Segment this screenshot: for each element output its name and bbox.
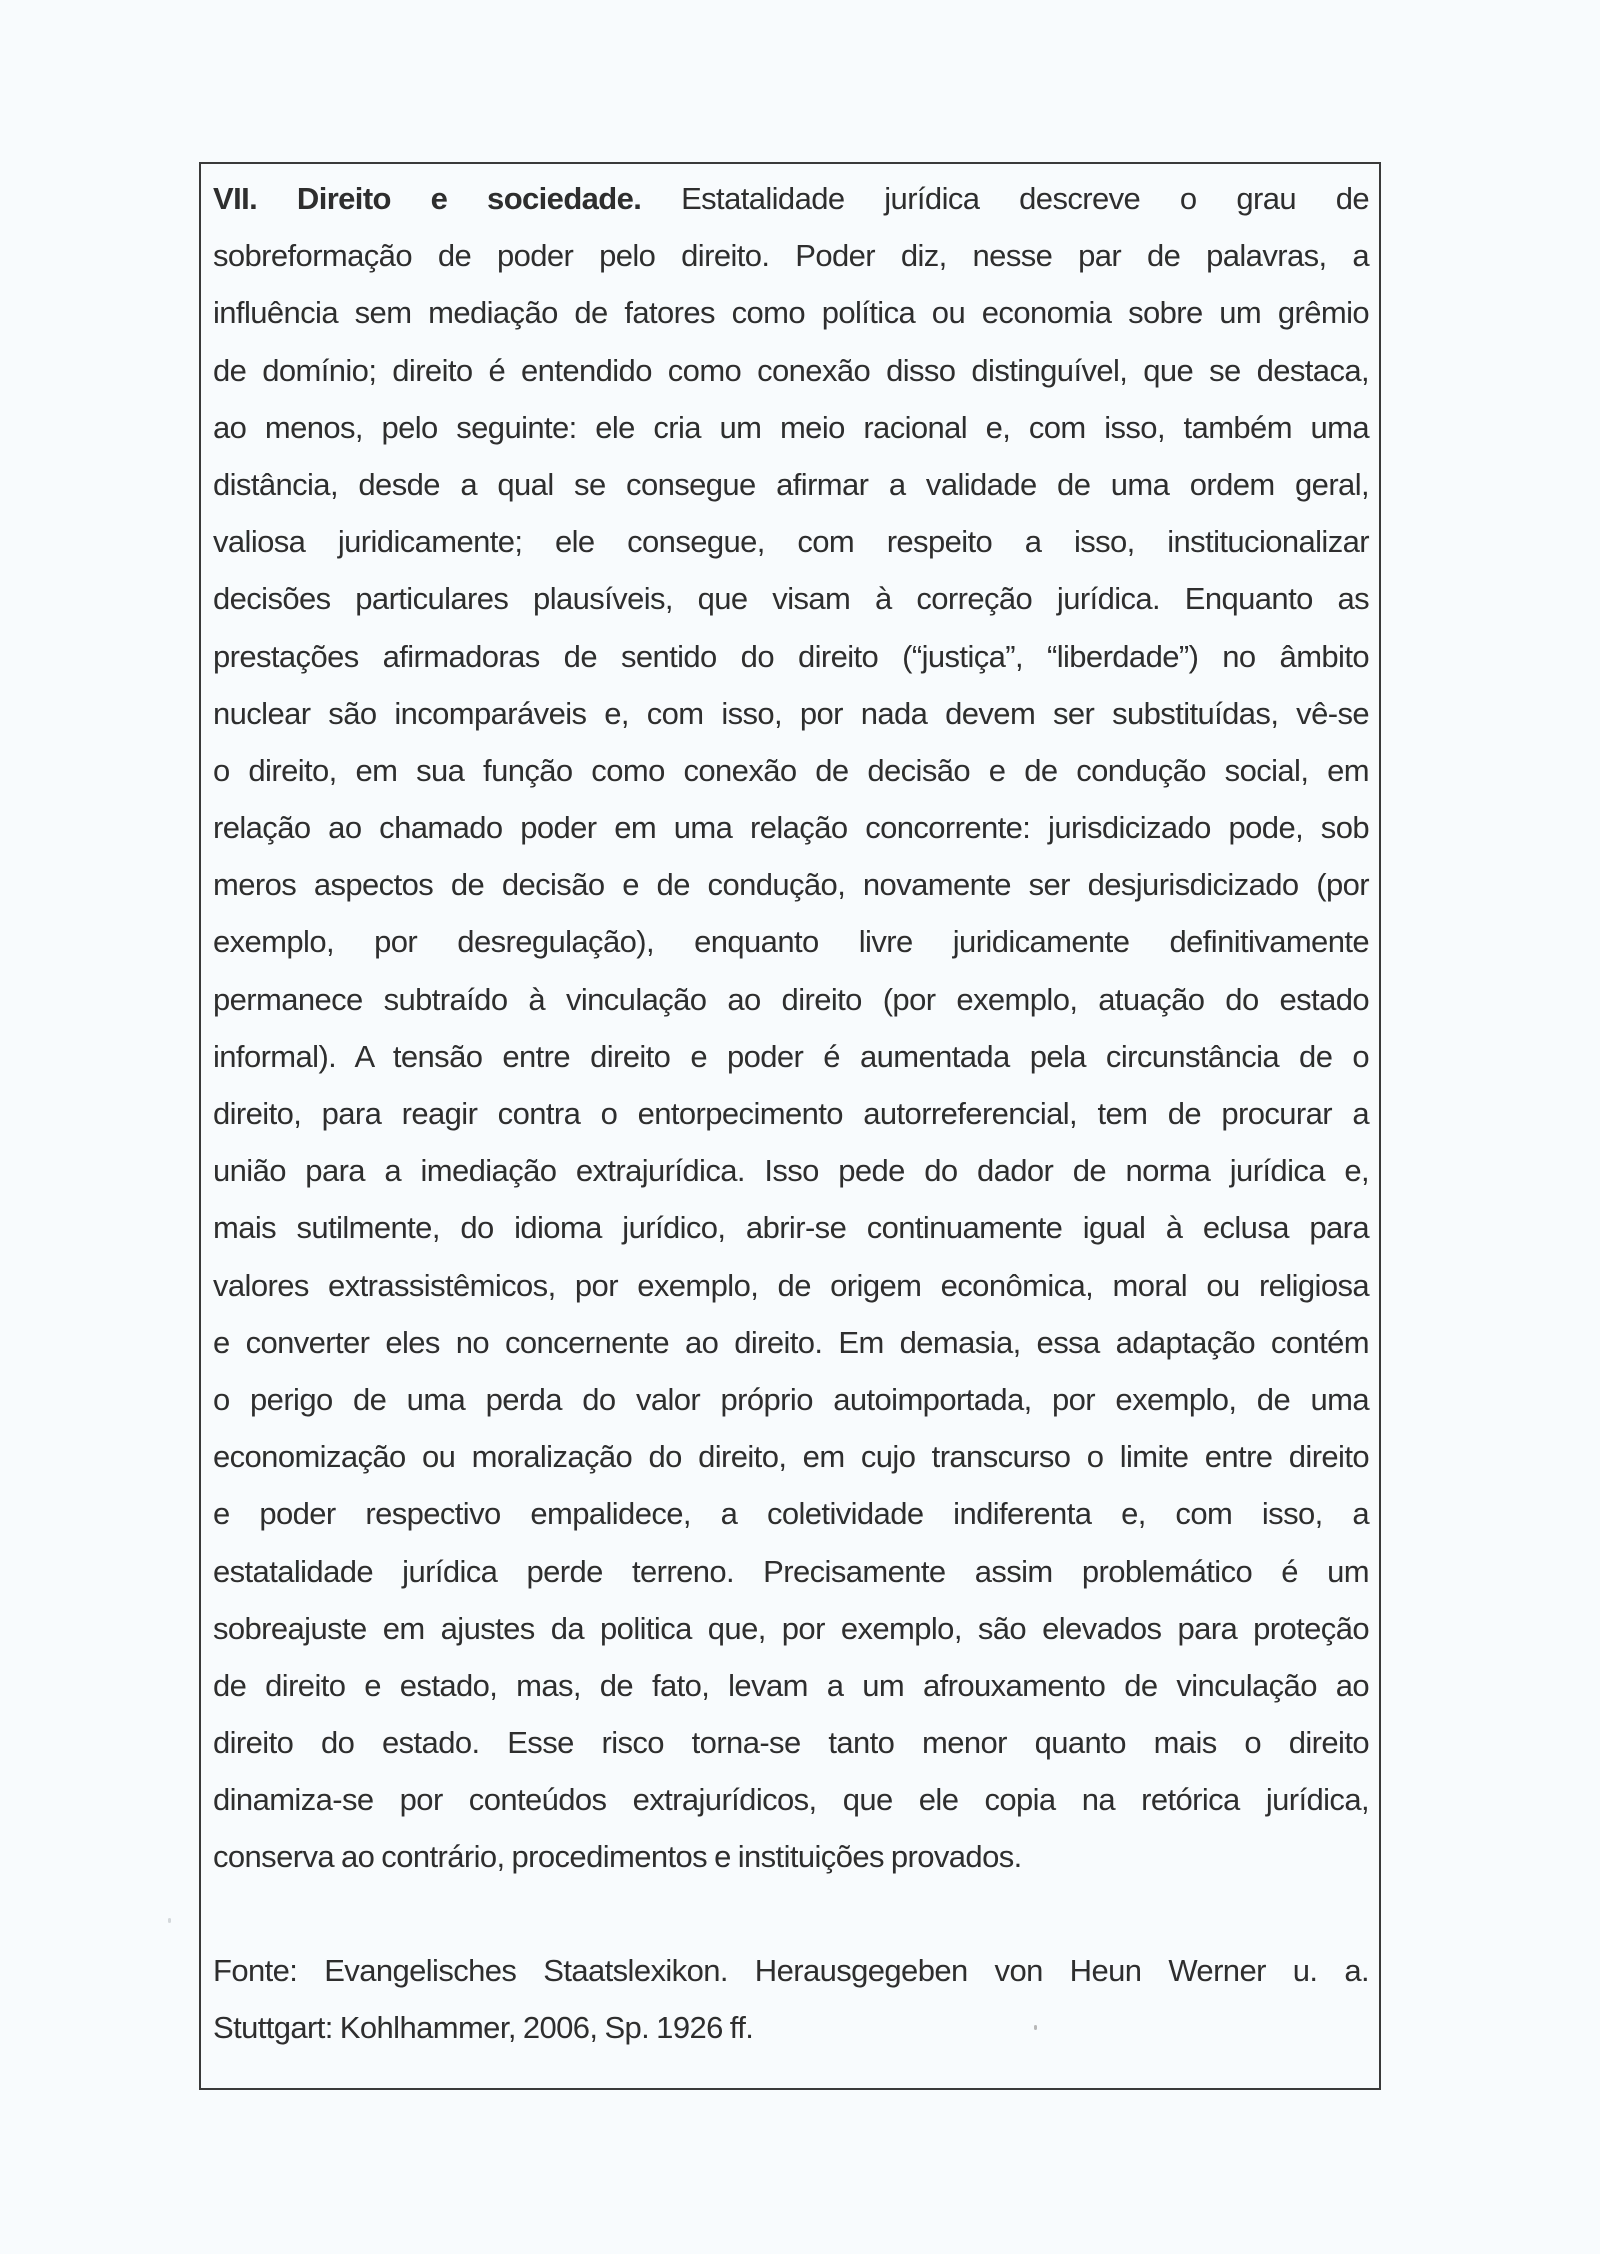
paragraph-line: o direito, em sua função como conexão de decisão e de condução social, em <box>213 752 1369 788</box>
paragraph-line: união para a imediação extrajurídica. Isso pede do dador de norma jurídica e, <box>213 1153 1369 1189</box>
paragraph-line: distância, desde a qual se consegue afirmar a validade de uma ordem geral, <box>213 466 1369 502</box>
paragraph-text: Estatalidade jurídica descreve o grau de <box>681 181 1370 216</box>
paragraph-line: relação ao chamado poder em uma relação concorrente: jurisdicizado pode, sob <box>213 810 1369 846</box>
paragraph-line: meros aspectos de decisão e de condução, novamente ser desjurisdicizado (por <box>213 867 1369 903</box>
paragraph-line: ao menos, pelo seguinte: ele cria um meio racional e, com isso, também uma <box>213 409 1369 445</box>
source-citation-line: Stuttgart: Kohlhammer, 2006, Sp. 1926 ff. <box>213 2009 754 2045</box>
paragraph-line: valiosa juridicamente; ele consegue, com respeito a isso, institucionalizar <box>213 524 1369 560</box>
section-number: VII. <box>213 181 258 216</box>
paragraph-line: de domínio; direito é entendido como conexão disso distinguível, que se destaca, <box>213 352 1369 388</box>
paragraph-line: dinamiza-se por conteúdos extrajurídicos, que ele copia na retórica jurídica, <box>213 1782 1369 1818</box>
paragraph-line: economização ou moralização do direito, em cujo transcurso o limite entre direito <box>213 1439 1369 1475</box>
paragraph-line: mais sutilmente, do idioma jurídico, abrir-se continuamente igual à eclusa para <box>213 1210 1369 1246</box>
paragraph-line: de direito e estado, mas, de fato, levam a um afrouxamento de vinculação ao <box>213 1667 1369 1703</box>
paragraph-line-last: conserva ao contrário, procedimentos e instituições provados. <box>213 1839 1022 1875</box>
section-title: Direito e sociedade. <box>296 181 642 216</box>
paragraph-line: e converter eles no concernente ao direito. Em demasia, essa adaptação contém <box>213 1324 1369 1360</box>
scan-speck <box>1034 2025 1037 2030</box>
document-body <box>213 170 1369 2056</box>
paragraph-line: valores extrassistêmicos, por exemplo, de origem econômica, moral ou religiosa <box>213 1267 1369 1303</box>
paragraph-line: estatalidade jurídica perde terreno. Precisamente assim problemático é um <box>213 1553 1369 1589</box>
text-frame <box>199 162 1381 2090</box>
paragraph-line: exemplo, por desregulação), enquanto livre juridicamente definitivamente <box>213 924 1369 960</box>
scan-speck <box>168 1918 171 1923</box>
paragraph-line: direito, para reagir contra o entorpecimento autorreferencial, tem de procurar a <box>213 1096 1369 1131</box>
paragraph-line: nuclear são incomparáveis e, com isso, por nada devem ser substituídas, vê-se <box>213 695 1369 731</box>
source-citation-line: Fonte: Evangelisches Staatslexikon. Herausgegeben von Heun Werner u. a. <box>213 1952 1369 1988</box>
paragraph-line: o perigo de uma perda do valor próprio autoimportada, por exemplo, de uma <box>213 1381 1369 1417</box>
paragraph-line: e poder respectivo empalidece, a coletividade indiferenta e, com isso, a <box>213 1496 1369 1532</box>
paragraph-line: influência sem mediação de fatores como política ou economia sobre um grêmio <box>213 295 1369 331</box>
paragraph-line: prestações afirmadoras de sentido do direito (“justiça”, “liberdade”) no âmbito <box>213 638 1369 674</box>
paragraph-line: informal). A tensão entre direito e poder é aumentada pela circunstância de o <box>213 1038 1369 1074</box>
paragraph-line: sobreajuste em ajustes da politica que, por exemplo, são elevados para proteção <box>213 1610 1369 1646</box>
paragraph-line-1 <box>213 170 1369 227</box>
paragraph-line: direito do estado. Esse risco torna-se tanto menor quanto mais o direito <box>213 1725 1369 1761</box>
spacer <box>213 1886 1369 1942</box>
paragraph-line: sobreformação de poder pelo direito. Poder diz, nesse par de palavras, a <box>213 238 1369 274</box>
paragraph-line: permanece subtraído à vinculação ao direito (por exemplo, atuação do estado <box>213 981 1369 1017</box>
paragraph-line: decisões particulares plausíveis, que visam à correção jurídica. Enquanto as <box>213 581 1369 617</box>
